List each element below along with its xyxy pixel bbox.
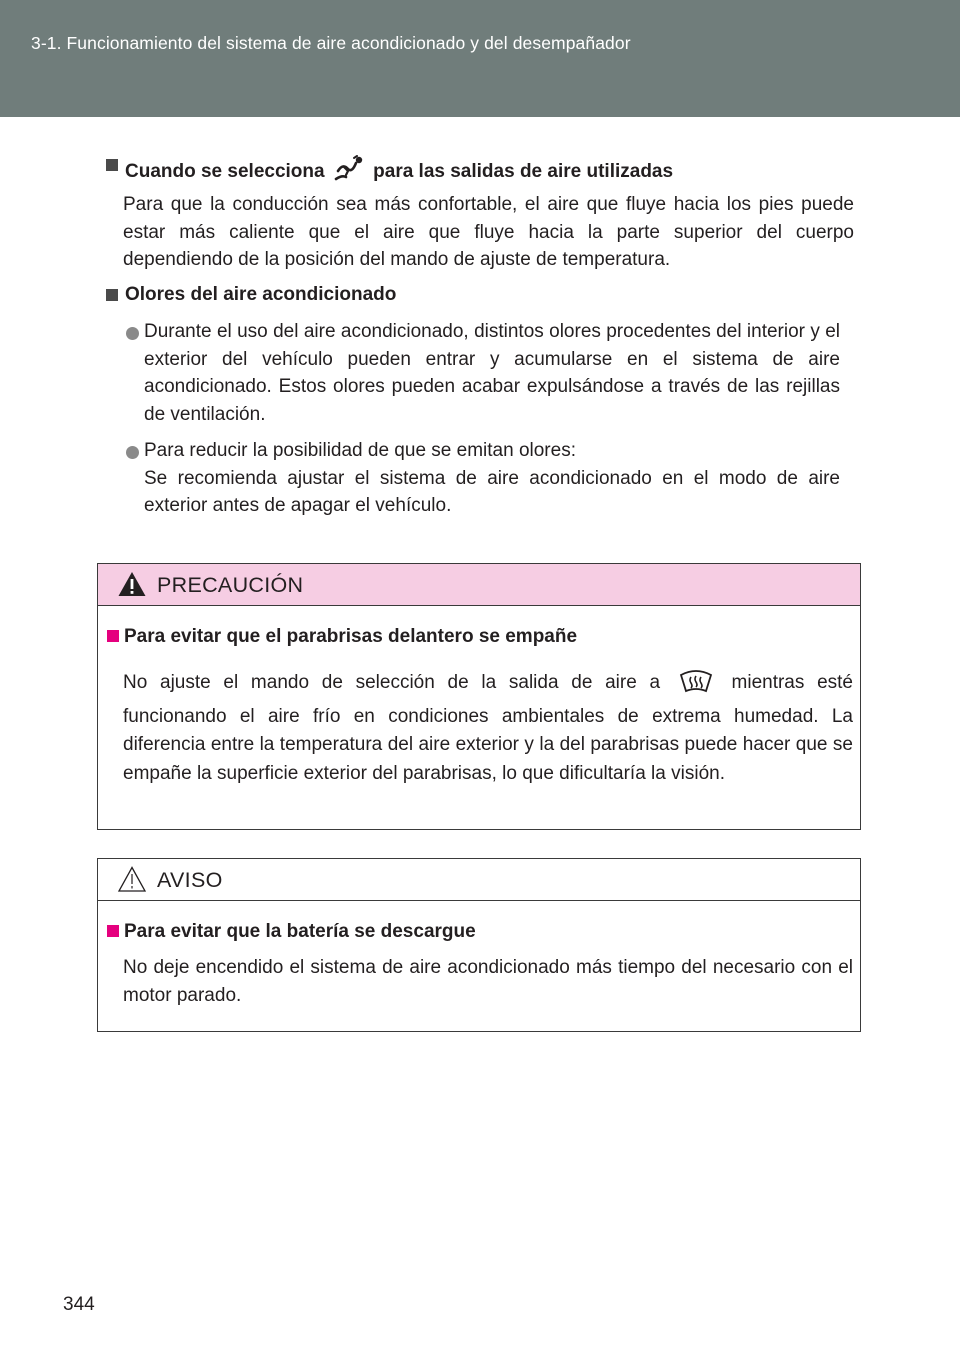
caution-body xyxy=(123,669,853,788)
bullet-dot xyxy=(126,446,139,459)
heading-text-after-icon: para las salidas de aire utilizadas xyxy=(373,161,674,182)
bullet-odor-accumulation: Durante el uso del aire acondicionado, distintos olores procedentes del interior y el exterior del vehículo pueden entrar y acumularse en el sistema de aire acondicionado. Estos olores pueden acabar expulsándose a través de las rejillas de ventilación. xyxy=(144,321,840,425)
notice-section-marker xyxy=(107,925,119,937)
section-body-feet-upper: Para que la conducción sea más confortable, el aire que fluye hacia los pies puede estar más caliente que el aire que fluye hacia la parte superior del cuerpo dependiendo de la posición del mando de ajuste de temperatura. xyxy=(123,194,854,270)
caution-section-marker xyxy=(107,630,119,642)
notice-heading: Para evitar que la batería se descargue xyxy=(124,921,476,942)
notice-title: AVISO xyxy=(157,868,223,892)
page-header-band xyxy=(0,0,960,117)
section-heading-feet-upper xyxy=(125,155,673,187)
bullet-reduce-odors-intro: Para reducir la posibilidad de que se emitan olores: xyxy=(144,440,576,461)
notice-box xyxy=(97,858,861,1032)
caution-title: PRECAUCIÓN xyxy=(157,573,304,597)
warning-triangle-icon xyxy=(117,570,147,603)
bullet-dot xyxy=(126,327,139,340)
caution-body-after-icon: mientras esté funcionando el aire frío en condiciones ambientales de extrema humedad. La diferencia entre la temperatura del aire exterior y la del parabrisas puede hacer que se empañe la superficie exterior del parabrisas, lo que dificultaría la visión. xyxy=(123,672,854,784)
section-heading-odors: Olores del aire acondicionado xyxy=(125,284,397,305)
section-marker xyxy=(106,159,118,171)
section-marker xyxy=(106,289,118,301)
warning-triangle-outline-icon xyxy=(117,865,147,898)
caution-body-before-icon: No ajuste el mando de selección de la salida de aire a xyxy=(123,672,661,693)
notice-header xyxy=(98,859,860,901)
feet-and-upper-vent-icon xyxy=(334,155,364,187)
caution-heading: Para evitar que el parabrisas delantero se empañe xyxy=(124,626,578,647)
caution-box xyxy=(97,563,861,830)
bullet-reduce-odors xyxy=(144,437,840,520)
heading-text-before-icon: Cuando se selecciona xyxy=(125,161,325,182)
caution-header xyxy=(98,564,860,606)
bullet-reduce-odors-advice: Se recomienda ajustar el sistema de aire acondicionado en el modo de aire exterior antes de apagar el vehículo. xyxy=(144,467,840,516)
windshield-defroster-icon xyxy=(679,669,713,703)
notice-body: No deje encendido el sistema de aire acondicionado más tiempo del necesario con el motor parado. xyxy=(123,957,853,1006)
chapter-title: 3-1. Funcionamiento del sistema de aire acondicionado y del desempañador xyxy=(31,33,631,53)
page-number: 344 xyxy=(63,1294,95,1315)
